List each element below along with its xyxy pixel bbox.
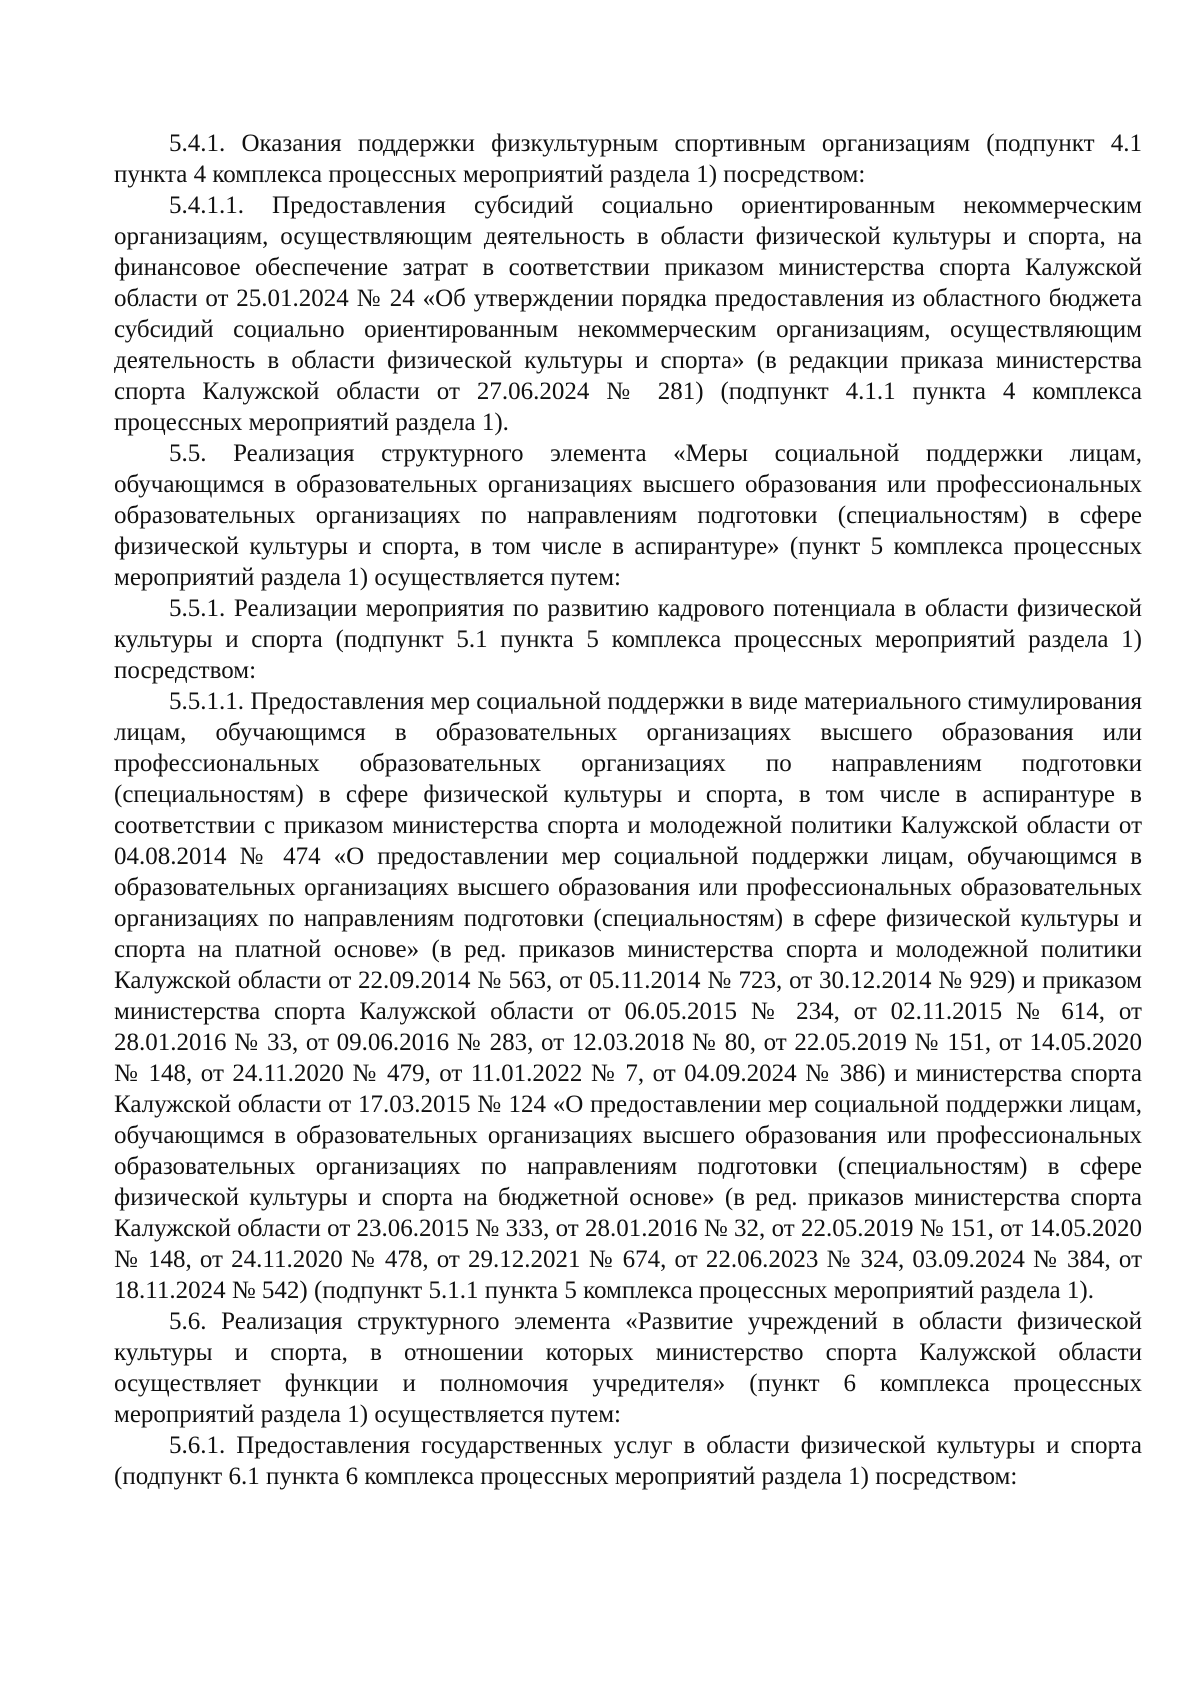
paragraph-5-4-1: 5.4.1. Оказания поддержки физкультурным спортивным организациям (подпункт 4.1 пункта 4 комплекса процессных мероприятий раздела 1) посредством: (114, 130, 1142, 188)
paragraph-5-4-1-1: 5.4.1.1. Предоставления субсидий социально ориентированным некоммерческим организациям, осуществляющим деятельность в области физической культуры и спорта, на финансовое обеспечение затрат в соответствии приказом министерства спорта Калужской области от 25.01.2024 № 24 «Об утверждении порядка предоставления из областного бюджета субсидий социально ориентированным некоммерческим организациям, осуществляющим деятельность в области физической культуры и спорта» (в редакции приказа министерства спорта Калужской области от 27.06.2024 № 281) (подпункт 4.1.1 пункта 4 комплекса процессных мероприятий раздела 1). (114, 192, 1142, 436)
paragraph-5-5-1-1: 5.5.1.1. Предоставления мер социальной поддержки в виде материального стимулирования лицам, обучающимся в образовательных организациях высшего образования или профессиональных образовательных организациях по направлениям подготовки (специальностям) в сфере физической культуры и спорта, в том числе в аспирантуре в соответствии с приказом министерства спорта и молодежной политики Калужской области от 04.08.2014 № 474 «О предоставлении мер социальной поддержки лицам, обучающимся в образовательных организациях высшего образования или профессиональных образовательных организациях по направлениям подготовки (специальностям) в сфере физической культуры и спорта на платной основе» (в ред. приказов министерства спорта и молодежной политики Калужской области от 22.09.2014 № 563, от 05.11.2014 № 723, от 30.12.2014 № 929) и приказом министерства спорта Калужской области от 06.05.2015 № 234, от 02.11.2015 № 614, от 28.01.2016 № 33, от 09.06.2016 № 283, от 12.03.2018 № 80, от 22.05.2019 № 151, от 14.05.2020 № 148, от 24.11.2020 № 479, от 11.01.2022 № 7, от 04.09.2024 № 386) и министерства спорта Калужской области от 17.03.2015 № 124 «О предоставлении мер социальной поддержки лицам, обучающимся в образовательных организациях высшего образования или профессиональных образовательных организациях по направлениям подготовки (специальностям) в сфере физической культуры и спорта на бюджетной основе» (в ред. приказов министерства спорта Калужской области от 23.06.2015 № 333, от 28.01.2016 № 32, от 22.05.2019 № 151, от 14.05.2020 № 148, от 24.11.2020 № 478, от 29.12.2021 № 674, от 22.06.2023 № 324, 03.09.2024 № 384, от 18.11.2024 № 542) (подпункт 5.1.1 пункта 5 комплекса процессных мероприятий раздела 1). (114, 688, 1142, 1304)
paragraph-5-6: 5.6. Реализация структурного элемента «Развитие учреждений в области физической культуры и спорта, в отношении которых министерство спорта Калужской области осуществляет функции и полномочия учредителя» (пункт 6 комплекса процессных мероприятий раздела 1) осуществляется путем: (114, 1308, 1142, 1428)
paragraph-5-6-1: 5.6.1. Предоставления государственных услуг в области физической культуры и спорта (подпункт 6.1 пункта 6 комплекса процессных мероприятий раздела 1) посредством: (114, 1432, 1142, 1490)
paragraph-5-5-1: 5.5.1. Реализации мероприятия по развитию кадрового потенциала в области физической культуры и спорта (подпункт 5.1 пункта 5 комплекса процессных мероприятий раздела 1) посредством: (114, 595, 1142, 684)
document-body (114, 128, 1142, 1492)
paragraph-5-5: 5.5. Реализация структурного элемента «Меры социальной поддержки лицам, обучающимся в образовательных организациях высшего образования или профессиональных образовательных организациях по направлениям подготовки (специальностям) в сфере физической культуры и спорта, в том числе в аспирантуре» (пункт 5 комплекса процессных мероприятий раздела 1) осуществляется путем: (114, 440, 1142, 591)
